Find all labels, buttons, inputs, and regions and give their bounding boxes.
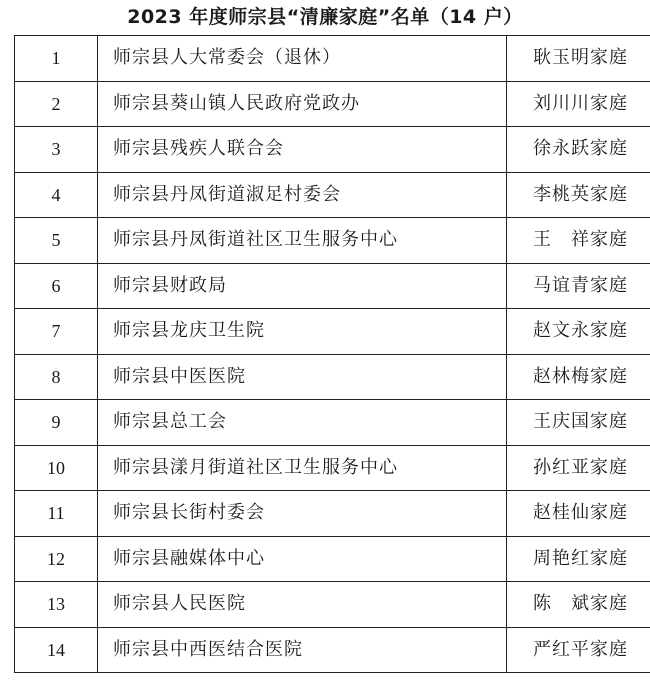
table-row — [15, 536, 650, 582]
row-number: 13 — [15, 582, 98, 628]
row-number: 9 — [15, 400, 98, 446]
family-name-cell: 孙红亚家庭 — [507, 445, 650, 491]
table-row — [15, 400, 650, 446]
family-list-table — [14, 35, 650, 673]
row-number: 11 — [15, 491, 98, 537]
family-name-cell: 李桃英家庭 — [507, 172, 650, 218]
work-unit-cell: 师宗县融媒体中心 — [98, 536, 507, 582]
table-row — [15, 627, 650, 673]
table-row — [15, 218, 650, 264]
family-list-body — [15, 36, 650, 673]
work-unit-cell: 师宗县丹凤街道社区卫生服务中心 — [98, 218, 507, 264]
row-number: 8 — [15, 354, 98, 400]
family-name-cell: 王庆国家庭 — [507, 400, 650, 446]
row-number: 3 — [15, 127, 98, 173]
work-unit-cell: 师宗县漾月街道社区卫生服务中心 — [98, 445, 507, 491]
family-name-cell: 王 祥家庭 — [507, 218, 650, 264]
row-number: 12 — [15, 536, 98, 582]
table-row — [15, 127, 650, 173]
row-number: 5 — [15, 218, 98, 264]
family-name-cell: 赵文永家庭 — [507, 309, 650, 355]
family-name-cell: 陈 斌家庭 — [507, 582, 650, 628]
table-row — [15, 309, 650, 355]
table-row — [15, 582, 650, 628]
row-number: 14 — [15, 627, 98, 673]
row-number: 4 — [15, 172, 98, 218]
family-name-cell: 马谊青家庭 — [507, 263, 650, 309]
family-name-cell: 严红平家庭 — [507, 627, 650, 673]
work-unit-cell: 师宗县长街村委会 — [98, 491, 507, 537]
work-unit-cell: 师宗县中西医结合医院 — [98, 627, 507, 673]
work-unit-cell: 师宗县龙庆卫生院 — [98, 309, 507, 355]
table-row — [15, 172, 650, 218]
row-number: 7 — [15, 309, 98, 355]
row-number: 1 — [15, 36, 98, 82]
family-name-cell: 刘川川家庭 — [507, 81, 650, 127]
table-row — [15, 354, 650, 400]
family-name-cell: 徐永跃家庭 — [507, 127, 650, 173]
work-unit-cell: 师宗县中医医院 — [98, 354, 507, 400]
table-row — [15, 81, 650, 127]
work-unit-cell: 师宗县人民医院 — [98, 582, 507, 628]
row-number: 6 — [15, 263, 98, 309]
family-name-cell: 赵桂仙家庭 — [507, 491, 650, 537]
work-unit-cell: 师宗县财政局 — [98, 263, 507, 309]
work-unit-cell: 师宗县残疾人联合会 — [98, 127, 507, 173]
work-unit-cell: 师宗县总工会 — [98, 400, 507, 446]
table-row — [15, 36, 650, 82]
family-name-cell: 耿玉明家庭 — [507, 36, 650, 82]
family-name-cell: 赵林梅家庭 — [507, 354, 650, 400]
table-row — [15, 263, 650, 309]
table-row — [15, 445, 650, 491]
work-unit-cell: 师宗县葵山镇人民政府党政办 — [98, 81, 507, 127]
row-number: 2 — [15, 81, 98, 127]
work-unit-cell: 师宗县丹凤街道淑足村委会 — [98, 172, 507, 218]
row-number: 10 — [15, 445, 98, 491]
work-unit-cell: 师宗县人大常委会（退休） — [98, 36, 507, 82]
document-title: 2023 年度师宗县“清廉家庭”名单（14 户） — [127, 6, 523, 28]
family-name-cell: 周艳红家庭 — [507, 536, 650, 582]
table-row — [15, 491, 650, 537]
